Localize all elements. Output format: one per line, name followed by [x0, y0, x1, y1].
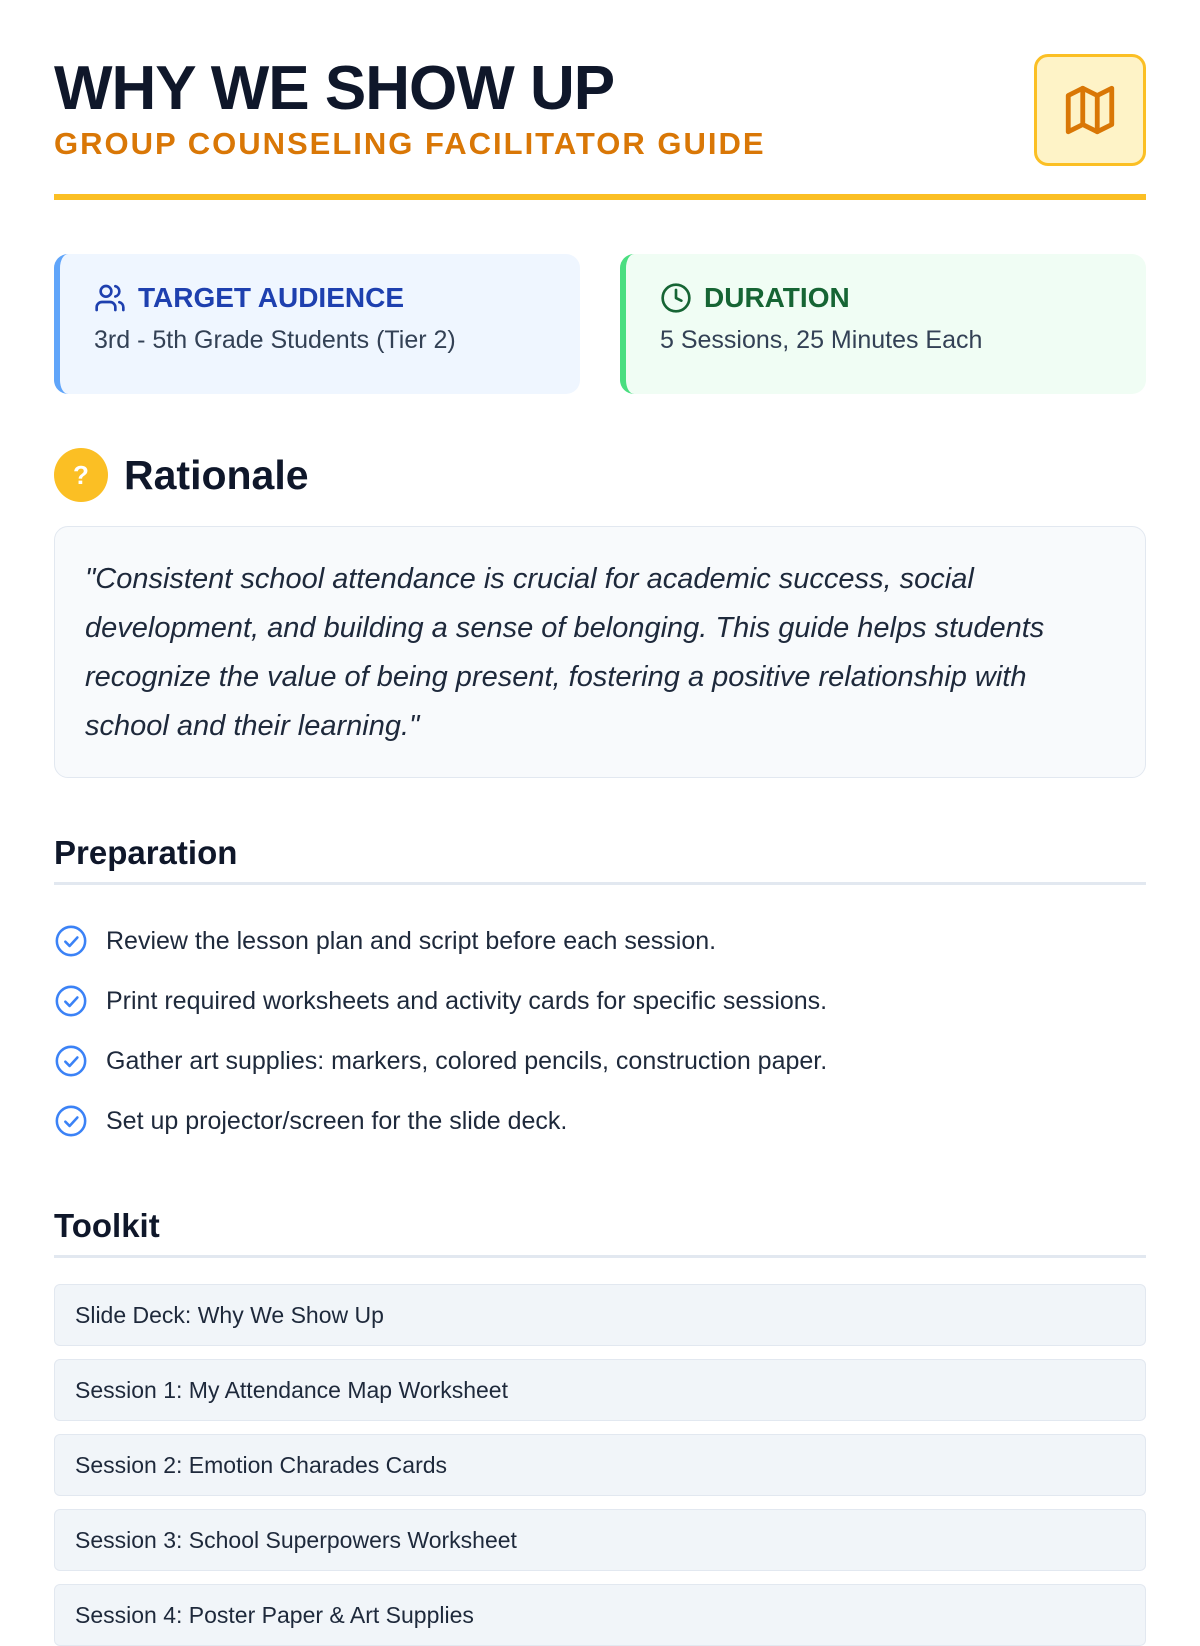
list-item	[54, 1031, 1146, 1091]
rationale-heading	[54, 448, 1146, 502]
target-audience-card	[54, 254, 580, 394]
toolkit-item[interactable]: Session 2: Emotion Charades Cards	[54, 1434, 1146, 1496]
check-circle-icon	[54, 924, 88, 958]
preparation-item-text: Print required worksheets and activity cards for specific sessions.	[106, 986, 828, 1015]
rationale-title: Rationale	[124, 451, 309, 498]
check-circle-icon	[54, 984, 88, 1018]
toolkit-item[interactable]: Session 3: School Superpowers Worksheet	[54, 1509, 1146, 1571]
toolkit-title: Toolkit	[54, 1207, 1146, 1258]
preparation-item-text: Gather art supplies: markers, colored pencils, construction paper.	[106, 1046, 828, 1075]
card-heading	[94, 280, 580, 316]
target-audience-heading: TARGET AUDIENCE	[138, 282, 404, 313]
check-circle-icon	[54, 1104, 88, 1138]
toolkit-item[interactable]: Session 4: Poster Paper & Art Supplies	[54, 1584, 1146, 1646]
list-item	[54, 971, 1146, 1031]
preparation-item-text: Set up projector/screen for the slide deck.	[106, 1106, 568, 1135]
guide-header	[54, 0, 1146, 161]
preparation-list	[54, 911, 1146, 1151]
duration-text: 5 Sessions, 25 Minutes Each	[660, 326, 983, 354]
page-subtitle: GROUP COUNSELING FACILITATOR GUIDE	[54, 126, 766, 161]
toolkit-item[interactable]: Slide Deck: Why We Show Up	[54, 1284, 1146, 1346]
duration-card	[620, 254, 1146, 394]
header-divider	[54, 194, 1146, 200]
toolkit-list	[54, 1284, 1146, 1646]
card-heading	[660, 280, 1146, 316]
list-item	[54, 1091, 1146, 1151]
logo-badge	[1034, 54, 1146, 166]
rationale-quote-box	[54, 526, 1146, 778]
question-mark-icon: ?	[54, 448, 108, 502]
info-cards	[54, 254, 1146, 394]
preparation-title: Preparation	[54, 834, 1146, 885]
preparation-item-text: Review the lesson plan and script before each session.	[106, 926, 717, 955]
list-item	[54, 911, 1146, 971]
map-icon	[1061, 81, 1119, 139]
toolkit-item[interactable]: Session 1: My Attendance Map Worksheet	[54, 1359, 1146, 1421]
page-title: WHY WE SHOW UP	[54, 54, 615, 123]
clock-icon	[660, 282, 692, 314]
check-circle-icon	[54, 1044, 88, 1078]
target-audience-text: 3rd - 5th Grade Students (Tier 2)	[94, 326, 456, 354]
rationale-quote: "Consistent school attendance is crucial for academic success, social development, and building a sense of belonging. This guide helps students recognize the value of being present, fostering a positive relationship with school and their learning."	[85, 563, 1045, 742]
duration-heading: DURATION	[704, 282, 850, 313]
users-icon	[94, 282, 126, 314]
